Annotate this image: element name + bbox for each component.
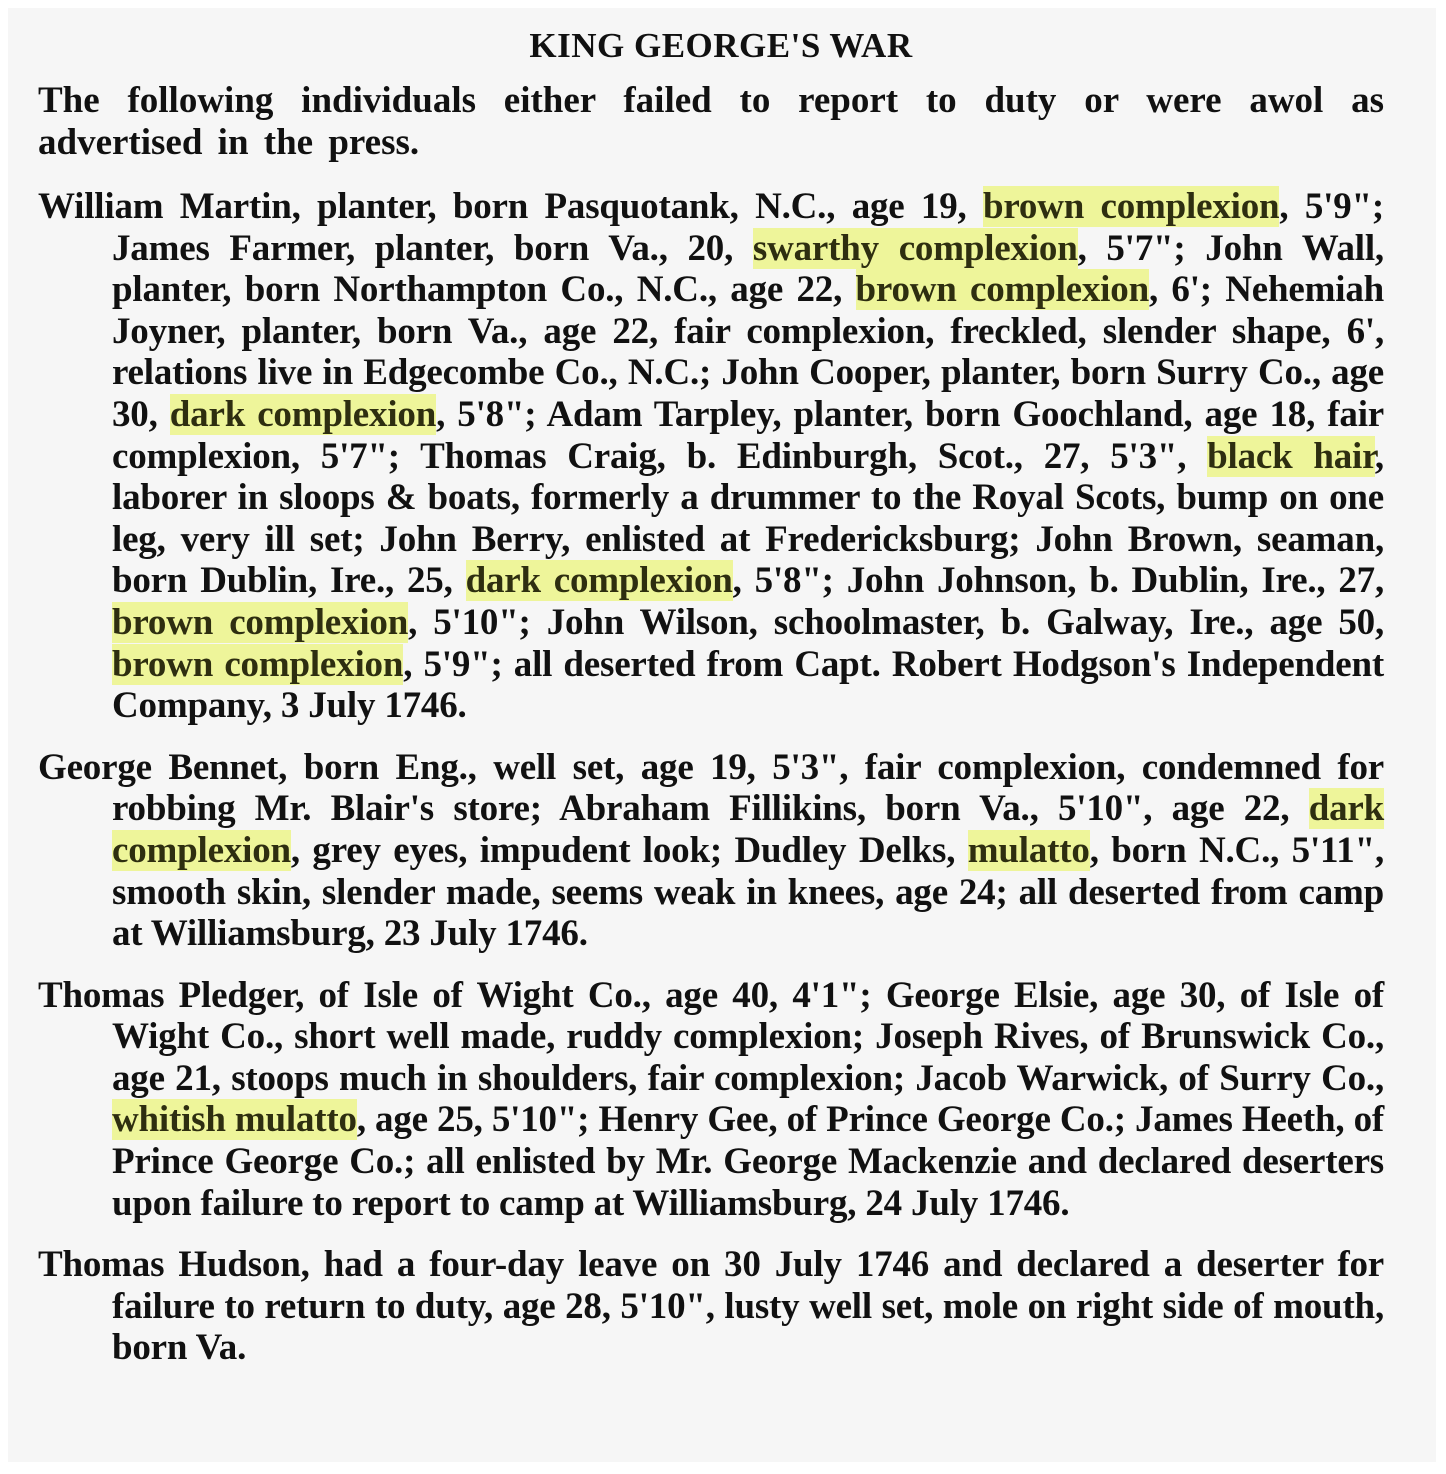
entry-text: , laborer in sloops & boats, formerly a drummer to the Royal Scots, bump on one leg, very ill set; John Berry, enlisted at Fredericksburg; John Brown, seaman, born Dublin, Ire., 25, <box>112 435 1384 602</box>
highlighted-phrase: black hair <box>1207 435 1375 477</box>
entry-paragraph <box>38 747 1384 955</box>
entry-paragraph <box>38 186 1384 727</box>
highlighted-phrase: whitish mulatto <box>112 1099 357 1141</box>
entry-text: , 5'7"; John Wall, planter, born Northampton Co., N.C., age 22, <box>112 227 1384 311</box>
entry-text: Thomas Pledger, of Isle of Wight Co., age 40, 4'1"; George Elsie, age 30, of Isle of Wight Co., short well made, ruddy complexion; Joseph Rives, of Brunswick Co., age 21, stoops much in shoulders, fair complexion; Jacob Warwick, of Surry Co., <box>38 974 1384 1099</box>
entry-text: George Bennet, born Eng., well set, age 19, 5'3", fair complexion, condemned for robbing Mr. Blair's store; Abraham Fillikins, born Va., 5'10", age 22, <box>38 746 1384 830</box>
entry-text: , grey eyes, impudent look; Dudley Delks, <box>290 829 968 871</box>
page-title: KING GEORGE'S WAR <box>529 26 913 65</box>
entry-text: , 5'9"; James Farmer, planter, born Va., 20, <box>112 186 1385 269</box>
document-page <box>8 8 1436 1462</box>
entry-text: , 5'8"; Adam Tarpley, planter, born Goochland, age 18, fair complexion, 5'7"; Thomas Craig, b. Edinburgh, Scot., 27, 5'3", <box>112 393 1384 477</box>
highlighted-phrase: swarthy complexion <box>752 227 1078 269</box>
entry-text: , age 25, 5'10"; Henry Gee, of Prince George Co.; James Heeth, of Prince George Co.; all enlisted by Mr. George Mackenzie and declared deserters upon failure to report to camp at Williamsburg, 24 July 1746. <box>112 1099 1384 1224</box>
entry-text: , born N.C., 5'11", smooth skin, slender made, seems weak in knees, age 24; all deserted from camp at Williamsburg, 23 July 1746. <box>112 829 1384 955</box>
highlighted-phrase: brown complexion <box>982 186 1280 227</box>
entry-paragraph <box>38 1244 1384 1369</box>
highlighted-phrase: dark complexion <box>465 560 733 602</box>
highlighted-phrase: brown complexion <box>112 601 409 643</box>
intro-paragraph: The following individuals either failed to report to duty or were awol as advertised in the press. <box>38 80 1384 163</box>
entry-text: William Martin, planter, born Pasquotank, N.C., age 19, <box>38 186 983 227</box>
entry-paragraph <box>38 975 1384 1225</box>
entries-container <box>38 186 1384 1369</box>
highlighted-phrase: brown complexion <box>855 269 1149 311</box>
highlighted-phrase: brown complexion <box>112 643 404 685</box>
highlighted-phrase: mulatto <box>967 829 1090 871</box>
entry-text: , 5'10"; John Wilson, schoolmaster, b. Galway, Ire., age 50, <box>408 601 1385 643</box>
highlighted-phrase: dark complexion <box>112 788 1384 871</box>
entry-text: , 5'9"; all deserted from Capt. Robert Hodgson's Independent Company, 3 July 1746. <box>112 643 1384 727</box>
highlighted-phrase: dark complexion <box>169 393 437 435</box>
entry-text: Thomas Hudson, had a four-day leave on 30 July 1746 and declared a deserter for failure to return to duty, age 28, 5'10", lusty well set, mole on right side of mouth, born Va. <box>38 1244 1384 1369</box>
entry-text: , 5'8"; John Johnson, b. Dublin, Ire., 27, <box>732 560 1384 602</box>
entry-text: , 6'; Nehemiah Joyner, planter, born Va., age 22, fair complexion, freckled, slender shape, 6', relations live in Edgecombe Co., N.C.; John Cooper, planter, born Surry Co., age 30, <box>112 269 1384 435</box>
